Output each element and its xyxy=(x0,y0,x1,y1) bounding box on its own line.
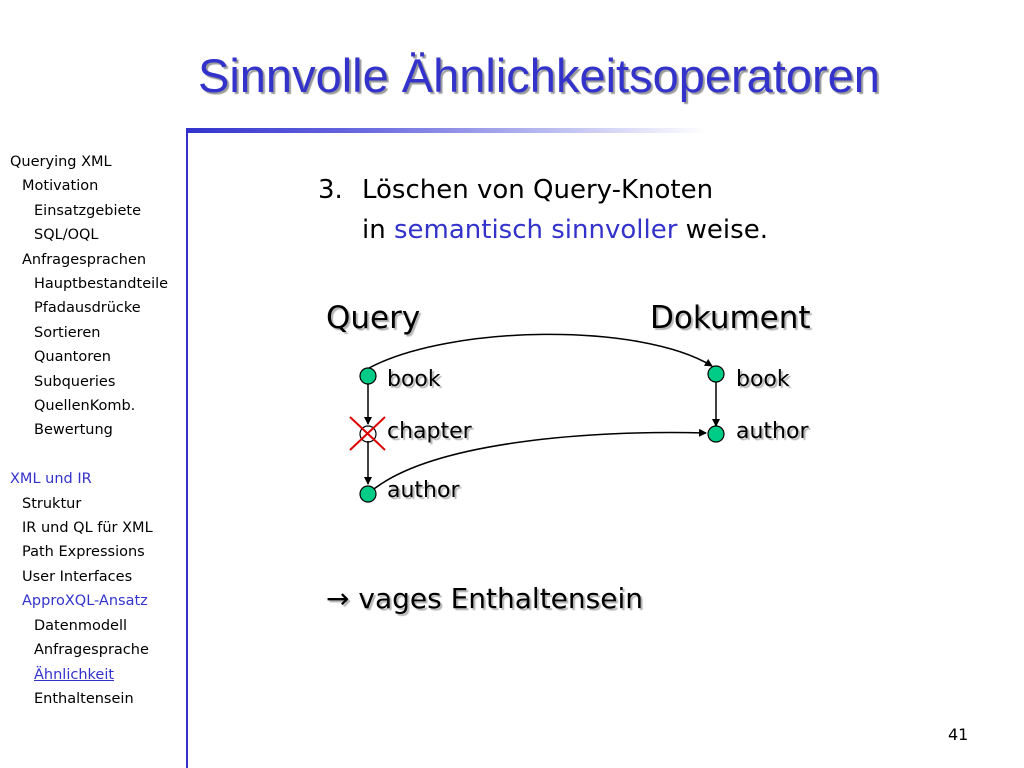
sidebar-item-quellenkomb[interactable]: QuellenKomb. xyxy=(34,398,136,415)
document-label-book: book xyxy=(736,367,790,392)
sidebar-item-approxql-ansatz[interactable]: ApproXQL-Ansatz xyxy=(22,593,148,610)
document-node-author xyxy=(708,426,724,442)
query-label-author: author xyxy=(387,478,460,503)
page-number: 41 xyxy=(948,725,969,744)
query-label-book: book xyxy=(387,367,441,392)
step-line-2-prefix: in xyxy=(362,215,394,245)
sidebar-item-pfadausdrücke[interactable]: Pfadausdrücke xyxy=(34,300,141,317)
step-number: 3. xyxy=(318,175,343,205)
sidebar-item-anfragesprachen[interactable]: Anfragesprachen xyxy=(22,251,147,268)
sidebar-item-einsatzgebiete[interactable]: Einsatzgebiete xyxy=(34,202,142,219)
sidebar-item-datenmodell[interactable]: Datenmodell xyxy=(34,617,128,634)
sidebar-item-path-expressions[interactable]: Path Expressions xyxy=(22,544,145,561)
sidebar-item-sql-oql[interactable]: SQL/OQL xyxy=(34,227,99,244)
mapping-arrow-book xyxy=(369,334,712,368)
sidebar-item-struktur[interactable]: Struktur xyxy=(22,495,82,512)
sidebar-item-subqueries[interactable]: Subqueries xyxy=(34,373,116,390)
sidebar-item-querying-xml[interactable]: Querying XML xyxy=(10,154,112,170)
sidebar-item-enthaltensein[interactable]: Enthaltensein xyxy=(34,690,134,707)
sidebar-item-hauptbestandteile[interactable]: Hauptbestandteile xyxy=(34,276,169,293)
sidebar-item-ir-und-ql-für-xml[interactable]: IR und QL für XML xyxy=(22,520,153,537)
result-text: vages Enthaltensein xyxy=(358,582,643,615)
sidebar-item-user-interfaces[interactable]: User Interfaces xyxy=(22,568,133,585)
query-label-chapter: chapter xyxy=(387,419,472,444)
document-node-book xyxy=(708,366,724,382)
sidebar-item-bewertung[interactable]: Bewertung xyxy=(34,422,113,439)
right-arrow-icon: → xyxy=(326,582,350,615)
sidebar-item-xml-und-ir[interactable]: XML und IR xyxy=(10,471,92,488)
step-line-1: Löschen von Query-Knoten xyxy=(362,175,714,205)
query-node-author xyxy=(360,486,376,502)
document-heading: Dokument xyxy=(650,300,811,336)
step-highlight: semantisch sinnvoller xyxy=(393,215,678,245)
sidebar-item-quantoren[interactable]: Quantoren xyxy=(34,349,111,366)
document-label-author: author xyxy=(736,419,809,444)
query-node-book xyxy=(360,368,376,384)
step-line-2-suffix: weise. xyxy=(677,215,768,245)
query-heading: Query xyxy=(326,300,421,336)
slide-title: Sinnvolle Ähnlichkeitsoperatoren xyxy=(198,49,880,102)
sidebar-item-ähnlichkeit[interactable]: Ähnlichkeit xyxy=(34,666,115,683)
sidebar-item-motivation[interactable]: Motivation xyxy=(22,178,99,195)
result-line xyxy=(326,582,643,615)
sidebar-item-anfragesprache[interactable]: Anfragesprache xyxy=(34,642,149,659)
sidebar-item-sortieren[interactable]: Sortieren xyxy=(34,324,101,341)
